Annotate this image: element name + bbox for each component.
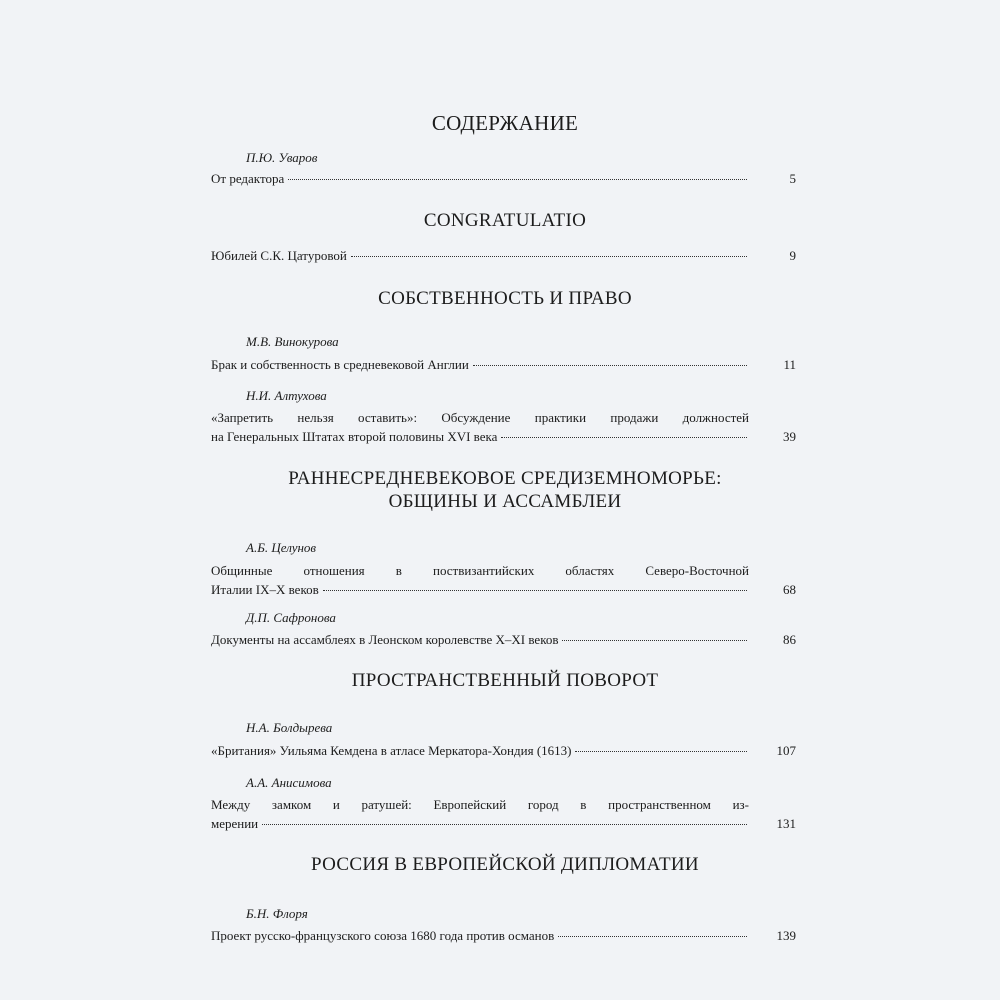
entry-title: Документы на ассамблеях в Леонском королевстве X–XI веков: [211, 632, 559, 647]
entry-page: 11: [783, 357, 796, 372]
entry-page: 68: [783, 582, 796, 597]
entry-title: Юбилей С.К. Цатуровой: [211, 248, 347, 263]
toc-entry: [211, 408, 796, 446]
entry-author: Н.И. Алтухова: [246, 388, 327, 403]
entry-title: Проект русско-французского союза 1680 года против османов: [211, 928, 555, 943]
entry-page: 39: [783, 429, 796, 444]
entry-author: Н.А. Болдырева: [246, 720, 333, 735]
section-heading: РОССИЯ В ЕВРОПЕЙСКОЙ ДИПЛОМАТИИ: [311, 854, 699, 875]
entry-title: «Запретить нельзя оставить»: Обсуждение практики продажи должностей: [211, 410, 749, 425]
entry-title-cont: мерении: [211, 816, 259, 831]
entry-title-cont: Италии IX–X веков: [211, 582, 319, 597]
entry-author: М.В. Винокурова: [246, 334, 339, 349]
entry-page: 86: [783, 632, 796, 647]
section-heading-cont: ОБЩИНЫ И АССАМБЛЕИ: [388, 491, 622, 512]
entry-page: 9: [789, 248, 796, 263]
entry-title: От редактора: [211, 171, 285, 186]
entry-page: 139: [776, 928, 796, 943]
toc-entry: [211, 355, 796, 374]
section-heading: РАННЕСРЕДНЕВЕКОВОЕ СРЕДИЗЕМНОМОРЬЕ:: [288, 468, 722, 489]
leader-dots: [575, 751, 747, 752]
entry-author: Д.П. Сафронова: [246, 610, 336, 625]
leader-dots: [323, 590, 747, 591]
leader-dots: [288, 179, 747, 180]
entry-title: Общинные отношения в поствизантийских областях Северо-Восточной: [211, 563, 749, 578]
entry-title: «Британия» Уильяма Кемдена в атласе Меркатора-Хондия (1613): [211, 743, 572, 758]
toc-entry: [211, 246, 796, 265]
leader-dots: [558, 936, 747, 937]
section-heading: ПРОСТРАНСТВЕННЫЙ ПОВОРОТ: [351, 670, 659, 691]
section-heading: СОБСТВЕННОСТЬ И ПРАВО: [378, 288, 632, 309]
toc-entry: [211, 741, 796, 760]
entry-page: 107: [776, 743, 796, 758]
entry-author: А.Б. Целунов: [246, 540, 317, 555]
entry-page: 131: [776, 816, 796, 831]
leader-dots: [501, 437, 747, 438]
entry-author: Б.Н. Флоря: [246, 906, 308, 921]
toc-entry: [211, 630, 796, 649]
toc-entry: [211, 169, 796, 188]
leader-dots: [562, 640, 747, 641]
leader-dots: [351, 256, 747, 257]
leader-dots: [473, 365, 747, 366]
leader-dots: [262, 824, 747, 825]
entry-author: А.А. Анисимова: [246, 775, 332, 790]
toc-entry: [211, 926, 796, 945]
entry-page: 5: [789, 171, 796, 186]
entry-title: Между замком и ратушей: Европейский город в пространственном из-: [211, 797, 749, 812]
contents-heading: СОДЕРЖАНИЕ: [431, 111, 579, 135]
toc-entry: [211, 561, 796, 599]
entry-title-cont: на Генеральных Штатах второй половины XVI века: [211, 429, 498, 444]
section-heading: CONGRATULATIO: [423, 210, 587, 231]
toc-entry: [211, 795, 796, 833]
entry-title: Брак и собственность в средневековой Англии: [211, 357, 469, 372]
entry-author: П.Ю. Уваров: [246, 150, 318, 165]
